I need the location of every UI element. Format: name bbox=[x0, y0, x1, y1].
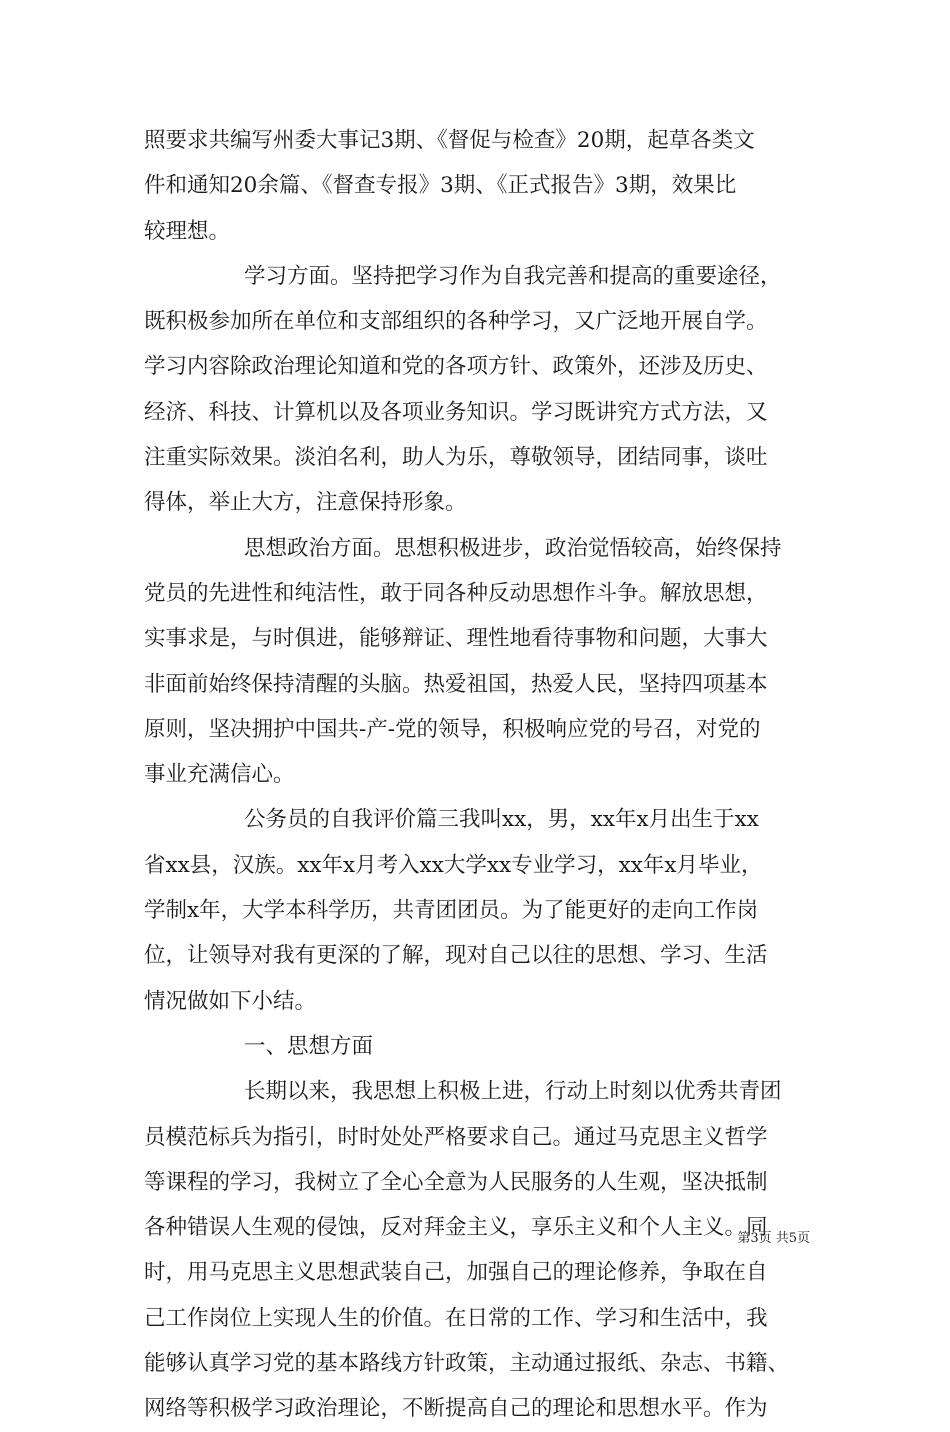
text-line: 经济、科技、计算机以及各项业务知识。学习既讲究方式方法，又 bbox=[144, 399, 768, 425]
text-line: 件和通知20余篇、《督查专报》3期、《正式报告》3期，效果比 bbox=[144, 173, 737, 199]
text-line: 位，让领导对我有更深的了解，现对自己以往的思想、学习、生活 bbox=[144, 943, 768, 969]
text-line: 己工作岗位上实现人生的价值。在日常的工作、学习和生活中，我 bbox=[144, 1305, 768, 1331]
text-line: 时，用马克思主义思想武装自己，加强自己的理论修养，争取在自 bbox=[144, 1260, 768, 1286]
text-line: 能够认真学习党的基本路线方针政策，主动通过报纸、杂志、书籍、 bbox=[144, 1351, 790, 1377]
text-line: 网络等积极学习政治理论，不断提高自己的理论和思想水平。作为 bbox=[144, 1396, 768, 1422]
text-line: 思想政治方面。思想积极进步，政治觉悟较高，始终保持 bbox=[244, 535, 782, 561]
text-line: 照要求共编写州委大事记3期、《督促与检查》20期，起草各类文 bbox=[144, 128, 755, 153]
text-line: 各种错误人生观的侵蚀，反对拜金主义，享乐主义和个人主义。同 bbox=[144, 1215, 768, 1241]
text-line: 学制x年，大学本科学历，共青团团员。为了能更好的走向工作岗 bbox=[144, 898, 759, 924]
text-line: 学习方面。坚持把学习作为自我完善和提高的重要途径， bbox=[244, 263, 782, 289]
text-line: 较理想。 bbox=[144, 218, 231, 244]
page-number-footer: 第3页 共5页 bbox=[737, 1231, 810, 1246]
text-line: 事业充满信心。 bbox=[144, 762, 295, 788]
text-line: 员模范标兵为指引，时时处处严格要求自己。通过马克思主义哲学 bbox=[144, 1124, 768, 1150]
text-line: 一、思想方面 bbox=[244, 1033, 374, 1059]
text-line: 得体，举止大方，注意保持形象。 bbox=[144, 490, 467, 516]
text-line: 长期以来，我思想上积极上进，行动上时刻以优秀共青团 bbox=[244, 1079, 782, 1105]
text-line: 公务员的自我评价篇三我叫xx，男，xx年x月出生于xx bbox=[244, 807, 759, 833]
text-line: 党员的先进性和纯洁性，敢于同各种反动思想作斗争。解放思想， bbox=[144, 580, 768, 606]
text-line: 学习内容除政治理论知道和党的各项方针、政策外，还涉及历史、 bbox=[144, 354, 768, 380]
text-line: 等课程的学习，我树立了全心全意为人民服务的人生观，坚决抵制 bbox=[144, 1169, 768, 1195]
text-line: 情况做如下小结。 bbox=[144, 988, 317, 1014]
text-line: 既积极参加所在单位和支部组织的各种学习，又广泛地开展自学。 bbox=[144, 309, 768, 335]
text-line: 省xx县，汉族。xx年x月考入xx大学xx专业学习，xx年x月毕业， bbox=[144, 852, 763, 878]
text-line: 实事求是，与时俱进，能够辩证、理性地看待事物和问题，大事大 bbox=[144, 626, 768, 652]
text-line: 非面前始终保持清醒的头脑。热爱祖国，热爱人民，坚持四项基本 bbox=[144, 671, 768, 697]
text-line: 原则，坚决拥护中国共-产-党的领导，积极响应党的号召，对党的 bbox=[144, 716, 761, 742]
text-line: 注重实际效果。淡泊名利，助人为乐，尊敬领导，团结同事，谈吐 bbox=[144, 445, 768, 471]
